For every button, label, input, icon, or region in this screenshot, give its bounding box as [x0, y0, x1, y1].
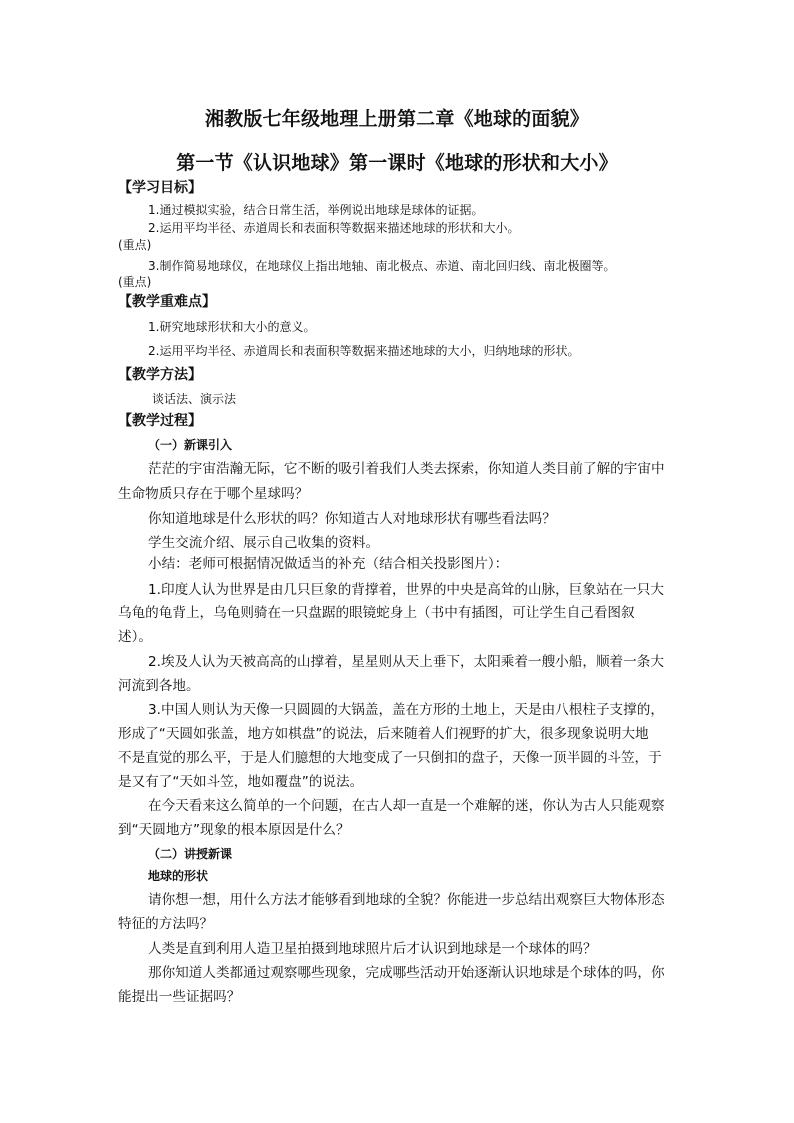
objective-3: 3.制作简易地球仪，在地球仪上指出地轴、南北极点、赤道、南北回归线、南北极圈等。	[148, 259, 616, 273]
key-point-2: 2.运用平均半径、赤道周长和表面积等数据来描述地球的大小，归纳地球的形状。	[148, 344, 580, 358]
paragraph-5-line-1: 1.印度人认为世界是由几只巨象的背撑着，世界的中央是高耸的山脉，巨象站在一只大	[148, 582, 664, 598]
lesson-title: 第一节《认识地球》第一课时《地球的形状和大小》	[176, 152, 618, 174]
paragraph-1-line-2: 生命物质只存在于哪个星球吗？	[118, 486, 309, 502]
shape-subheading: 地球的形状	[148, 869, 209, 883]
paragraph-5-line-2: 乌龟的龟背上，乌龟则骑在一只盘踞的眼镜蛇身上（书中有插图，可让学生自己看图叙	[118, 605, 635, 621]
part-1-heading: （一）新课引入	[148, 438, 233, 452]
paragraph-9-line-2: 特征的方法吗？	[118, 916, 214, 932]
paragraph-8-line-1: 在今天看来这么简单的一个问题，在古人却一直是一个难解的迷，你认为古人只能观察	[148, 798, 665, 814]
paragraph-2: 你知道地球是什么形状的吗？你知道古人对地球形状有哪些看法吗？	[148, 511, 556, 527]
paragraph-7-line-2: 形成了“天圆如张盖，地方如棋盘”的说法，后来随着人们视野的扩大，很多现象说明大地	[118, 726, 649, 742]
paragraph-6-line-2: 河流到各地。	[118, 678, 200, 694]
process-heading: 【教学过程】	[118, 413, 202, 429]
paragraph-3: 学生交流介绍、展示自己收集的资料。	[148, 535, 380, 551]
paragraph-7-line-3: 不是直觉的那么平，于是人们臆想的大地变成了一只倒扣的盘子，天像一顶半圆的斗笠，于	[118, 750, 662, 766]
key-points-heading: 【教学重难点】	[118, 294, 216, 310]
document-title: 湘教版七年级地理上册第二章《地球的面貌》	[204, 108, 589, 130]
paragraph-4: 小结：老师可根据情况做适当的补充（结合相关投影图片）：	[148, 556, 509, 572]
objective-2: 2.运用平均半径、赤道周长和表面积等数据来描述地球的形状和大小。	[148, 221, 520, 235]
objective-3-note: (重点)	[118, 275, 152, 289]
paragraph-7-line-4: 是又有了“天如斗笠，地如覆盘”的说法。	[118, 774, 364, 790]
paragraph-11-line-1: 那你知道人类都通过观察哪些现象，完成哪些活动开始逐渐认识地球是个球体的吗，你	[148, 965, 665, 981]
paragraph-11-line-2: 能提出一些证据吗？	[118, 989, 241, 1005]
paragraph-6-line-1: 2.埃及人认为天被高高的山撑着，星星则从天上垂下，太阳乘着一艘小船，顺着一条大	[148, 654, 664, 670]
paragraph-9-line-1: 请你想一想，用什么方法才能够看到地球的全貌？你能进一步总结出观察巨大物体形态	[148, 892, 665, 908]
methods-text: 谈话法、演示法	[152, 392, 237, 406]
part-2-heading: （二）讲授新课	[148, 847, 233, 861]
paragraph-8-line-2: 到“天圆地方”现象的根本原因是什么？	[118, 822, 350, 838]
key-point-1: 1.研究地球形状和大小的意义。	[148, 320, 316, 334]
paragraph-10: 人类是直到利用人造卫星拍摄到地球照片后才认识到地球是一个球体的吗？	[148, 941, 597, 957]
objective-1: 1.通过模拟实验，结合日常生活，举例说出地球是球体的证据。	[148, 203, 484, 217]
methods-heading: 【教学方法】	[118, 367, 202, 383]
paragraph-7-line-1: 3.中国人则认为天像一只圆圆的大锅盖，盖在方形的土地上，天是由八根柱子支撑的，	[148, 702, 664, 718]
paragraph-5-line-3: 述）。	[118, 629, 152, 645]
paragraph-1-line-1: 茫茫的宇宙浩瀚无际，它不断的吸引着我们人类去探索，你知道人类目前了解的宇宙中	[148, 461, 665, 477]
objectives-heading: 【学习目标】	[118, 180, 202, 196]
objective-2-note: (重点)	[118, 238, 152, 252]
